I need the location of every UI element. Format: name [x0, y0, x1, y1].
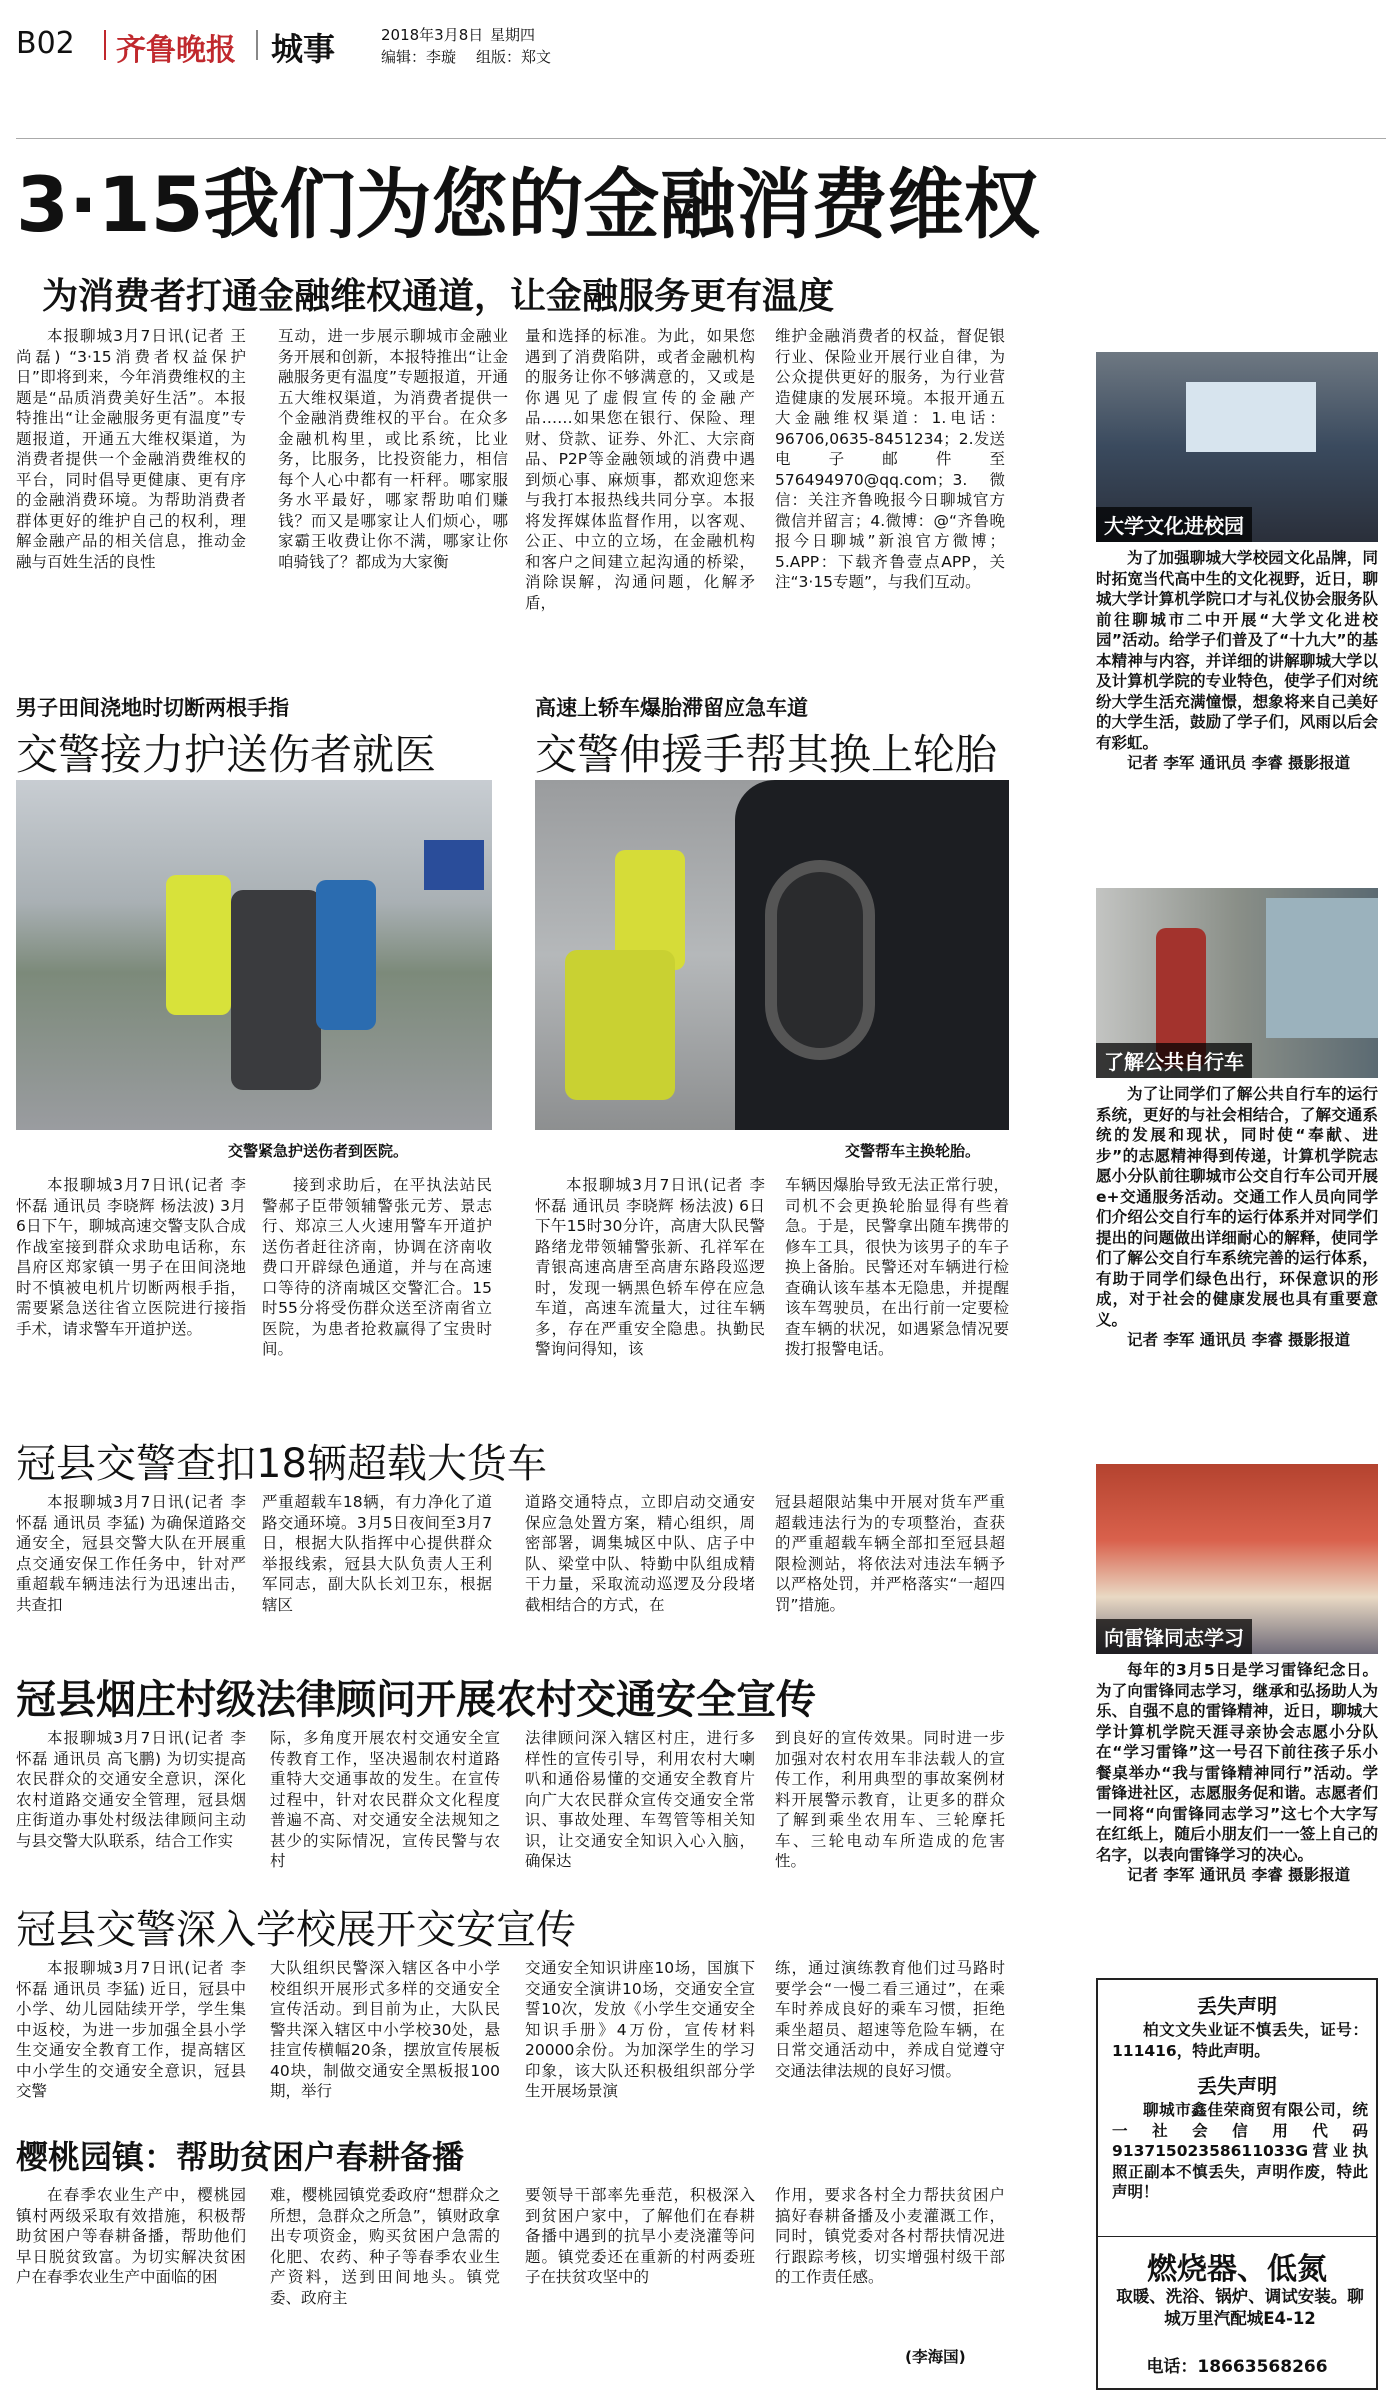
story3-col-2: 车辆因爆胎导致无法正常行驶，司机不会更换轮胎显得有些着急。于是，民警拿出随车携带的修车工具，很快为该男子的车子换上备胎。民警还对车辆进行检查确认该车基本无隐患，并提醒该车驾驶员，在出行前一定要检查车辆的状况，如遇紧急情况要拨打报警电话。 — [785, 1176, 1009, 1358]
sidebar-credit-2: 记者 李军 通讯员 李睿 摄影报道 — [1127, 1331, 1351, 1349]
lead-col-3: 量和选择的标准。为此，如果您遇到了消费陷阱，或者金融机构的服务让你不够满意的，又或是你遇见了虚假宣传的金融产品……如果您在银行、保险、理财、贷款、证券、外汇、大宗商品、P2P等金融领域的消费中遇到烦心事、麻烦事，都欢迎您来与我打本报热线共同分享。本报将发挥媒体监督作用，以客观、公正、中立的立场，在金融机构和客户之间建立起沟通的桥梁，消除误解，沟通问题，化解矛盾， — [525, 327, 755, 612]
story3-headline: 交警伸援手帮其换上轮胎 — [535, 730, 998, 779]
story4-col-4: 冠县超限站集中开展对货车严重超载违法行为的专项整治，查获的严重超载车辆全部扣至冠县超限检测站，将依法对违法车辆予以严格处罚，并严格落实“一超四罚”措施。 — [775, 1493, 1005, 1614]
person-figure-2 — [316, 880, 376, 1030]
issue-weekday: 星期四 — [490, 26, 536, 44]
story6-col-2: 大队组织民警深入辖区各中小学校组织开展形式多样的交通安全宣传活动。到目前为止，大队民警共深入辖区中小学校30处，悬挂宣传横幅20条，摆放宣传展板40块，制做交通安全黑板报100期，举行 — [270, 1959, 500, 2100]
story3-kicker: 高速上轿车爆胎滞留应急车道 — [535, 696, 808, 720]
sidebar-photo-2 — [1096, 888, 1378, 1078]
header-divider — [104, 30, 106, 60]
story7-col-4: 作用，要求各村全力帮扶贫困户搞好春耕备播及小麦灌溉工作，同时，镇党委对各村帮扶情况进行跟踪考核，切实增强村级干部的工作责任感。 — [775, 2186, 1005, 2286]
sidebar-photo-1 — [1096, 352, 1378, 542]
sidebar-label-2: 了解公共自行车 — [1096, 1043, 1252, 1078]
story6-col-1: 本报聊城3月7日讯(记者 李怀磊 通讯员 李猛) 近日，冠县中小学、幼儿园陆续开学，学生集中返校，为进一步加强全县小学生交通安全教育工作，提高辖区中小学生的交通安全意识，冠县交警 — [16, 1959, 246, 2100]
sidebar-body-1: 为了加强聊城大学校园文化品牌，同时拓宽当代高中生的文化视野，近日，聊城大学计算机学院口才与礼仪协会服务队前往聊城市二中开展“大学文化进校园”活动。给学子们普及了“十九大”的基本精神与内容，并详细的讲解聊城大学以及计算机学院的专业特色，使学子们对统纷大学生活充满憧憬，想象将来自己美好的大学生活，鼓励了学子们，风雨以后会有彩虹。 — [1096, 549, 1378, 752]
story3-caption: 交警帮车主换轮胎。 — [845, 1142, 981, 1160]
story4-col-2: 严重超载车18辆，有力净化了道路交通环境。3月5日夜间至3月7日，根据大队指挥中心提供群众举报线索，冠县大队负责人王利军同志，副大队长刘卫东，根据辖区 — [262, 1493, 492, 1614]
sidebar-credit-3: 记者 李军 通讯员 李睿 摄影报道 — [1127, 1866, 1351, 1884]
story5-col-2: 际，多角度开展农村交通安全宣传教育工作，坚决遏制农村道路重特大交通事故的发生。在宣传过程中，针对农民群众文化程度普遍不高、对交通安全法规知之甚少的实际情况，宣传民警与农村 — [270, 1729, 500, 1870]
ad1-text: 柏文文失业证不慎丢失，证号：111416，特此声明。 — [1112, 2021, 1368, 2060]
person-figure — [231, 890, 321, 1090]
sidebar-text-1 — [1096, 548, 1378, 838]
story2-photo — [16, 780, 492, 1130]
page-header — [16, 20, 1386, 70]
story5-col-3: 法律顾问深入辖区村庄，进行多样性的宣传引导，利用农村大喇叭和通俗易懂的交通安全教育片向广大农民群众宣传交通安全常识、事故处理、车驾管等相关知识，让交通安全知识入心入脑，确保达 — [525, 1729, 755, 1870]
bus-shape — [424, 840, 484, 890]
ad-divider — [1098, 2236, 1376, 2237]
page-number: B02 — [16, 26, 75, 61]
story2-headline: 交警接力护送伤者就医 — [16, 730, 437, 779]
story7-col-3: 要领导干部率先垂范，积极深入到贫困户家中，了解他们在春耕备播中遇到的抗旱小麦浇灌等问题。镇党委还在重新的村两委班子在扶贫攻坚中的 — [525, 2186, 755, 2286]
story2-col-1: 本报聊城3月7日讯(记者 李怀磊 通讯员 李晓辉 杨法波) 3月6日下午，聊城高速交警支队合成作战室接到群众求助电话称，东昌府区郑家镇一男子在田间浇地时不慎被电机片切断两根手指，需要紧急送往省立医院进行接指手术，请求警车开道护送。 — [16, 1176, 246, 1338]
ad3-title: 燃烧器、低氮 — [1147, 2252, 1327, 2287]
story6-headline: 冠县交警深入学校展开交安宣传 — [16, 1907, 576, 1953]
layout-credit: 组版：郑文 — [476, 48, 552, 66]
lead-subheadline: 为消费者打通金融维权通道，让金融服务更有温度 — [42, 276, 835, 317]
story7-author: (李海国) — [905, 2348, 966, 2366]
story4-col-3: 道路交通特点，立即启动交通安保应急处置方案，精心组织，周密部署，调集城区中队、店子中队、梁堂中队、特勤中队组成精干力量，采取流动巡逻及分段堵截相结合的方式，在 — [525, 1493, 755, 1614]
ad2-text: 聊城市鑫佳荣商贸有限公司，统一社会信用代码91371502358611033G营业执照正副本不慎丢失，声明作废，特此声明！ — [1112, 2101, 1368, 2201]
sidebar-text-2 — [1096, 1084, 1378, 1429]
screen-shape — [1186, 382, 1316, 452]
story3-col-1: 本报聊城3月7日讯(记者 李怀磊 通讯员 李晓辉 杨法波) 6日下午15时30分许，高唐大队民警路绪龙带领辅警张新、孔祥军在青银高速高唐至高唐东路段巡逻时，发现一辆黑色轿车停在应急车道，高速车流量大，过往车辆多，存在严重安全隐患。执勤民警询问得知，该 — [535, 1176, 765, 1358]
story3-photo — [535, 780, 1009, 1130]
ad1-title: 丢失声明 — [1197, 1994, 1277, 2018]
monitor-wall — [1266, 898, 1378, 1038]
story5-col-4: 到良好的宣传效果。同时进一步加强对农村农用车非法载人的宣传工作，利用典型的事故案例材料开展警示教育，让更多的群众了解到乘坐农用车、三轮摩托车、三轮电动车所造成的危害性。 — [775, 1729, 1005, 1870]
officer-figure-2 — [565, 950, 675, 1100]
story2-kicker: 男子田间浇地时切断两根手指 — [16, 696, 289, 720]
story2-col-2: 接到求助后，在平执法站民警郝子臣带领辅警张元芳、景志行、郑凉三人火速用警车开道护送伤者赶往济南，协调在济南收费口开辟绿色通道，并与在高速口等待的济南城区交警汇合。15时55分将受伤群众送至济南省立医院，为患者抢救赢得了宝贵时间。 — [262, 1176, 492, 1358]
sidebar-body-3: 每年的3月5日是学习雷锋纪念日。为了向雷锋同志学习，继承和弘扬助人为乐、自强不息的雷锋精神，近日，聊城大学计算机学院天涯寻亲协会志愿小分队在“学习雷锋”这一号召下前往孩子乐小餐桌举办“我与雷锋精神同行”活动。学雷锋进社区，志愿服务促和谐。志愿者们一同将“向雷锋同志学习”这七个大字写在红纸上，随后小朋友们一一签上自己的名字，以表向雷锋学习的决心。 — [1096, 1661, 1378, 1864]
story4-col-1: 本报聊城3月7日讯(记者 李怀磊 通讯员 李猛) 为确保道路交通安全，冠县交警大队在开展重点交通安保工作任务中，针对严重超载车辆违法行为迅速出击，共查扣 — [16, 1493, 246, 1614]
story7-col-2: 难，樱桃园镇党委政府“想群众之所想，急群众之所急”，镇财政拿出专项资金，购买贫困户急需的化肥、农药、种子等春季农业生产资料，送到田间地头。镇党委、政府主 — [270, 2186, 500, 2307]
issue-date: 2018年3月8日 — [381, 26, 484, 44]
lead-col-4: 维护金融消费者的权益，督促银行业、保险业开展行业自律，为公众提供更好的服务，为行业营造健康的发展环境。本报开通五大金融维权渠道：1.电话：96706,0635-8451234；2.发送电子邮件至576494970@qq.com；3.微信：关注齐鲁晚报今日聊城官方微信并留言；4.微博：@“齐鲁晚报今日聊城”新浪官方微博；5.APP：下载齐鲁壹点APP，关注“3·15专题”，与我们互动。 — [775, 327, 1005, 591]
ad3-phone: 电话：18663568266 — [1146, 2357, 1328, 2377]
police-figure — [166, 875, 231, 1015]
story5-headline: 冠县烟庄村级法律顾问开展农村交通安全宣传 — [16, 1677, 816, 1723]
section-name: 城事 — [271, 30, 336, 68]
story2-caption: 交警紧急护送伤者到医院。 — [228, 1142, 409, 1160]
header-rule — [16, 138, 1386, 139]
tire-shape — [765, 860, 875, 1060]
sidebar-label-3: 向雷锋同志学习 — [1096, 1619, 1252, 1654]
story7-headline: 樱桃园镇：帮助贫困户春耕备播 — [16, 2138, 465, 2176]
classified-ads-box — [1096, 1978, 1378, 2390]
sidebar-credit-1: 记者 李军 通讯员 李睿 摄影报道 — [1127, 754, 1351, 772]
sidebar-label-1: 大学文化进校园 — [1096, 507, 1252, 542]
newspaper-logo: 齐鲁晚报 — [116, 33, 236, 68]
story4-headline: 冠县交警查扣18辆超载大货车 — [16, 1441, 547, 1487]
story6-col-3: 交通安全知识讲座10场，国旗下交通安全演讲10场，交通安全宣誓10次，发放《小学生交通安全知识手册》4万份，宣传材料20000余份。为加深学生的学习印象，该大队还积极组织部分学生开展场景演 — [525, 1959, 755, 2100]
story7-col-1: 在春季农业生产中，樱桃园镇村两级采取有效措施，积极帮助贫困户等春耕备播，帮助他们早日脱贫致富。为切实解决贫困户在春季农业生产中面临的困 — [16, 2186, 246, 2286]
ad2-title: 丢失声明 — [1197, 2074, 1277, 2098]
lead-col-1: 本报聊城3月7日讯(记者 王尚磊) “3·15消费者权益保护日”即将到来，今年消费维权的主题是“品质消费美好生活”。本报特推出“让金融服务更有温度”专题报道，开通五大维权渠道，为消费者提供一个金融消费维权的平台，同时倡导更健康、更有序的金融消费环境。为帮助消费者群体更好的维护自己的权利，理解金融产品的相关信息，推动金融与百姓生活的良性 — [16, 327, 246, 571]
editor-credit: 编辑：李璇 — [381, 48, 457, 66]
story6-col-4: 练，通过演练教育他们过马路时要学会“一慢二看三通过”，在乘车时养成良好的乘车习惯，拒绝乘坐超员、超速等危险车辆，在日常交通活动中，养成自觉遵守交通法律法规的良好习惯。 — [775, 1959, 1005, 2080]
ad3-text: 取暖、洗浴、锅炉、调试安装。聊城万里汽配城E4-12 — [1116, 2287, 1364, 2328]
header-divider-2 — [256, 30, 258, 60]
lead-headline: 3·15我们为您的金融消费维权 — [16, 160, 1040, 249]
sidebar-photo-3 — [1096, 1464, 1378, 1654]
sidebar-body-2: 为了让同学们了解公共自行车的运行系统，更好的与社会相结合，了解交通系统的发展和现状，同时使“奉献、进步”的志愿精神得到传递，计算机学院志愿小分队前往聊城市公交自行车公司开展e+交通服务活动。交通工作人员向同学们介绍公交自行车的运行体系并对同学们提出的问题做出详细耐心的解释，使同学们了解公交自行车系统完善的运行体系，有助于同学们绿色出行，环保意识的形成，对于社会的健康发展也具有重要意义。 — [1096, 1085, 1378, 1329]
story5-col-1: 本报聊城3月7日讯(记者 李怀磊 通讯员 高飞鹏) 为切实提高农民群众的交通安全意识，深化农村道路交通安全管理，冠县烟庄街道办事处村级法律顾问主动与县交警大队联系，结合工作实 — [16, 1729, 246, 1850]
sidebar-text-3 — [1096, 1660, 1378, 1970]
lead-col-2: 互动，进一步展示聊城市金融业务开展和创新，本报特推出“让金融服务更有温度”专题报道，开通五大维权渠道，为消费者提供一个金融消费维权的平台。在众多金融机构里，或比系统，比业务，比服务，比投资能力，相信每个人心中都有一杆秤。哪家服务水平最好，哪家帮助咱们赚钱？而又是哪家让人们烦心，哪家霸王收费让你不满，哪家让你咱骑钱了？都成为大家衡 — [278, 327, 508, 571]
